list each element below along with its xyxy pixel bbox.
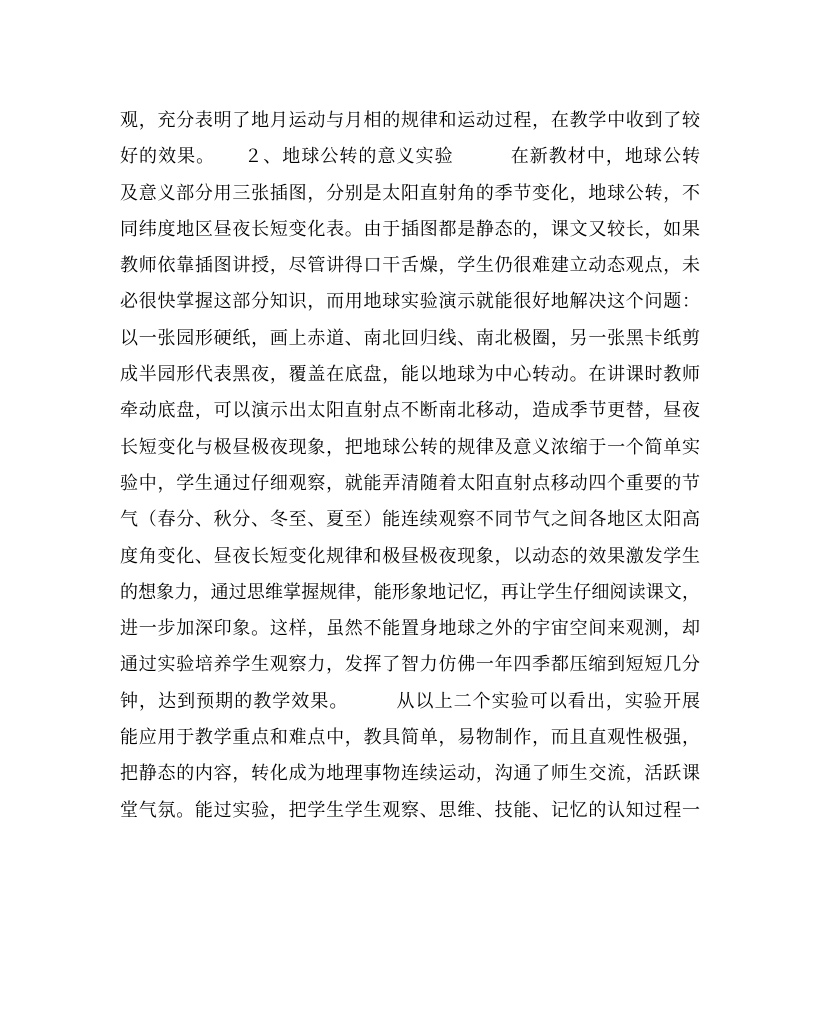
body-text bbox=[120, 103, 700, 829]
text-line-14: 的想象力，通过思维掌握规律，能形象地记忆，再让学生仔细阅读课文， bbox=[120, 581, 700, 603]
text-line-12: 气（春分、秋分、冬至、夏至）能连续观察不同节气之间各地区太阳高 bbox=[120, 509, 700, 531]
text-line-7: 以一张园形硬纸，画上赤道、南北回归线、南北极圈，另一张黑卡纸剪 bbox=[120, 327, 700, 349]
text-line-6: 必很快掌握这部分知识，而用地球实验演示就能很好地解决这个问题： bbox=[120, 291, 700, 313]
text-line-3: 及意义部分用三张插图，分别是太阳直射角的季节变化，地球公转，不 bbox=[120, 182, 700, 204]
text-line-9: 牵动底盘，可以演示出太阳直射点不断南北移动，造成季节更替，昼夜 bbox=[120, 400, 700, 422]
text-line-18: 能应用于教学重点和难点中，教具简单，易物制作，而且直观性极强， bbox=[120, 727, 700, 749]
text-line-15: 进一步加深印象。这样，虽然不能置身地球之外的宇宙空间来观测，却 bbox=[120, 618, 700, 640]
text-line-4: 同纬度地区昼夜长短变化表。由于插图都是静态的，课文又较长，如果 bbox=[120, 218, 700, 240]
text-line-11: 验中，学生通过仔细观察，就能弄清随着太阳直射点移动四个重要的节 bbox=[120, 472, 700, 494]
text-line-17: 钟，达到预期的教学效果。 从以上二个实验可以看出，实验开展 bbox=[120, 690, 700, 712]
text-line-13: 度角变化、昼夜长短变化规律和极昼极夜现象，以动态的效果激发学生 bbox=[120, 545, 700, 567]
text-line-20: 堂气氛。能过实验，把学生学生观察、思维、技能、记忆的认知过程一 bbox=[120, 799, 700, 821]
text-line-16: 通过实验培养学生观察力，发挥了智力仿佛一年四季都压缩到短短几分 bbox=[120, 654, 700, 676]
text-line-1: 观，充分表明了地月运动与月相的规律和运动过程，在教学中收到了较 bbox=[120, 110, 700, 131]
text-line-8: 成半园形代表黑夜，覆盖在底盘，能以地球为中心转动。在讲课时教师 bbox=[120, 364, 700, 386]
text-line-10: 长短变化与极昼极夜现象，把地球公转的规律及意义浓缩于一个简单实 bbox=[120, 436, 700, 458]
text-line-19: 把静态的内容，转化成为地理事物连续运动，沟通了师生交流，活跃课 bbox=[120, 763, 700, 785]
text-line-5: 教师依靠插图讲授，尽管讲得口干舌燥，学生仍很难建立动态观点，未 bbox=[120, 255, 700, 277]
text-line-2: 好的效果。 ２、地球公转的意义实验 在新教材中，地球公转 bbox=[120, 146, 700, 168]
